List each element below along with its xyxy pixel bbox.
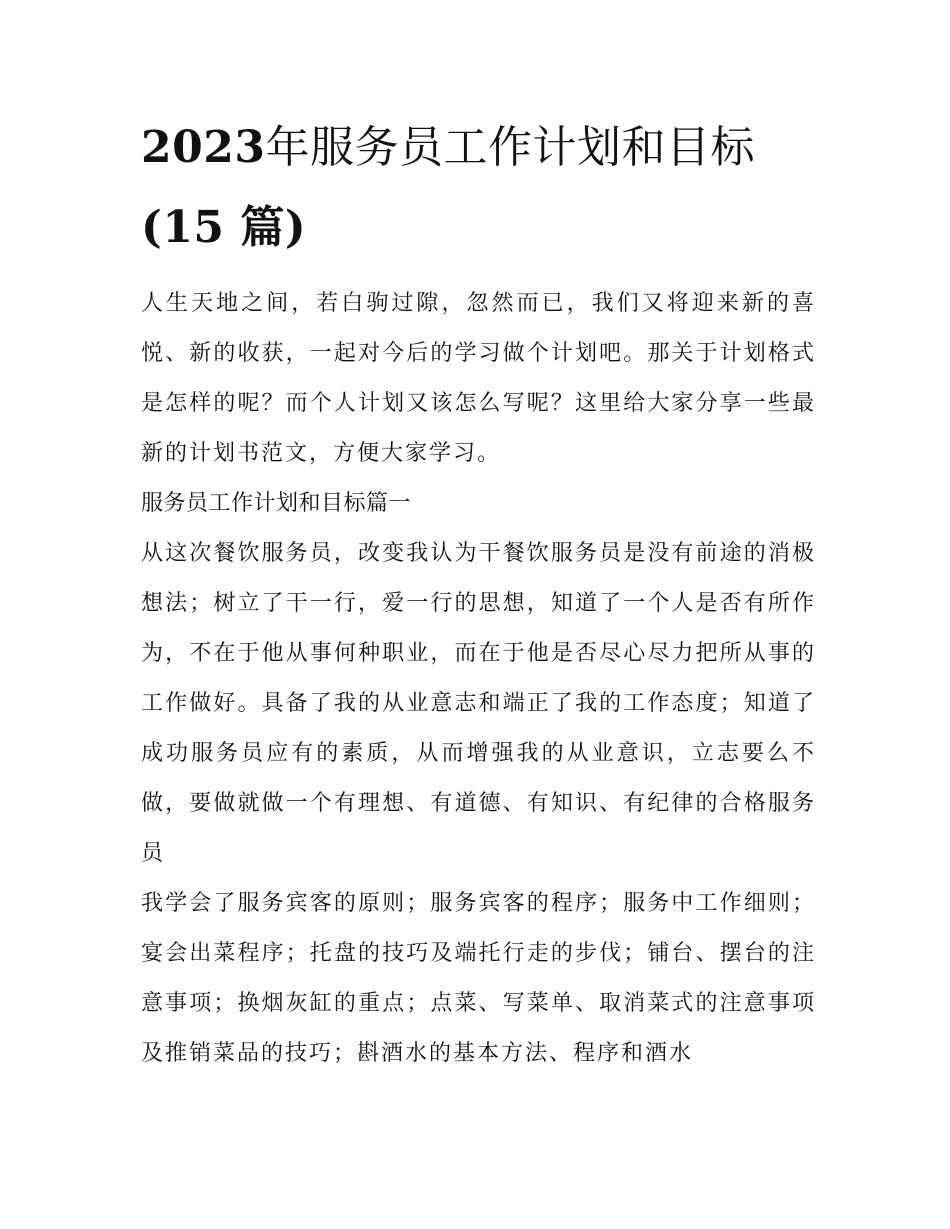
document-title <box>141 108 816 268</box>
body-paragraph: 从这次餐饮服务员，改变我认为干餐饮服务员是没有前途的消极想法；树立了干一行，爱一行的思想，知道了一个人是否有所作为，不在于他从事何种职业，而在于他是否尽心尽力把所从事的工作做好。具备了我的从业意志和端正了我的工作态度；知道了成功服务员应有的素质，从而增强我的从业意识，立志要么不做，要做就做一个有理想、有道德、有知识、有纪律的合格服务员 <box>141 541 816 866</box>
title-suffix: (15 篇) <box>141 202 307 253</box>
title-year: 2023 <box>141 122 266 173</box>
section-heading: 服务员工作计划和目标篇一 <box>141 491 412 516</box>
document-body <box>141 279 816 1079</box>
title-text: 年服务员工作计划和目标 <box>265 122 755 173</box>
body-paragraph: 我学会了服务宾客的原则；服务宾客的程序；服务中工作细则；宴会出菜程序；托盘的技巧及端托行走的步伐；铺台、摆台的注意事项；换烟灰缸的重点；点菜、写菜单、取消菜式的注意事项及推销菜品的技巧；斟酒水的基本方法、程序和酒水 <box>141 891 816 1066</box>
intro-paragraph: 人生天地之间，若白驹过隙，忽然而已，我们又将迎来新的喜悦、新的收获，一起对今后的学习做个计划吧。那关于计划格式是怎样的呢？而个人计划又该怎么写呢？这里给大家分享一些最新的计划书范文，方便大家学习。 <box>141 291 816 466</box>
document-content <box>141 108 816 1079</box>
